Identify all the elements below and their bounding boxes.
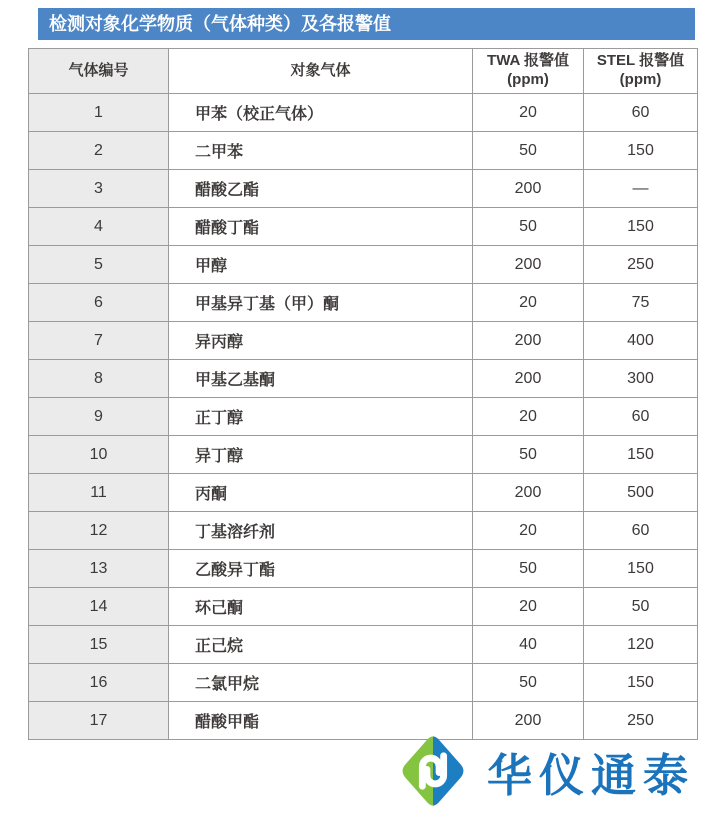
cell-gas: 正丁醇 — [169, 398, 473, 436]
cell-gas: 二甲苯 — [169, 132, 473, 170]
cell-index: 6 — [29, 284, 169, 322]
gas-alarm-table — [28, 48, 698, 740]
cell-index: 2 — [29, 132, 169, 170]
cell-index: 16 — [29, 664, 169, 702]
table-row — [29, 664, 698, 702]
cell-gas: 醋酸甲酯 — [169, 702, 473, 740]
cell-stel: 75 — [584, 284, 698, 322]
cell-index: 17 — [29, 702, 169, 740]
cell-index: 11 — [29, 474, 169, 512]
cell-gas: 甲基异丁基（甲）酮 — [169, 284, 473, 322]
cell-stel: 150 — [584, 550, 698, 588]
cell-stel: 250 — [584, 246, 698, 284]
cell-index: 5 — [29, 246, 169, 284]
table-row — [29, 398, 698, 436]
cell-twa: 40 — [473, 626, 584, 664]
table-row — [29, 474, 698, 512]
column-header-stel-alarm — [584, 49, 698, 94]
cell-stel: 300 — [584, 360, 698, 398]
column-header-unit: (ppm) — [619, 71, 662, 88]
cell-twa: 200 — [473, 474, 584, 512]
company-logo — [395, 728, 695, 814]
cell-gas: 正己烷 — [169, 626, 473, 664]
cell-twa: 200 — [473, 360, 584, 398]
table-row — [29, 246, 698, 284]
table-row — [29, 550, 698, 588]
table-row — [29, 94, 698, 132]
cell-twa: 20 — [473, 398, 584, 436]
cell-twa: 200 — [473, 322, 584, 360]
cell-twa: 20 — [473, 588, 584, 626]
table-body — [29, 94, 698, 740]
table-row — [29, 132, 698, 170]
page-title: 检测对象化学物质（气体种类）及各报警值 — [38, 8, 695, 40]
cell-index: 4 — [29, 208, 169, 246]
cell-gas: 环己酮 — [169, 588, 473, 626]
cell-index: 7 — [29, 322, 169, 360]
cell-gas: 醋酸丁酯 — [169, 208, 473, 246]
cell-twa: 20 — [473, 284, 584, 322]
column-header-gas-number — [29, 49, 169, 94]
cell-twa: 200 — [473, 702, 584, 740]
cell-stel: 60 — [584, 512, 698, 550]
cell-stel: 400 — [584, 322, 698, 360]
cell-twa: 20 — [473, 94, 584, 132]
table-row — [29, 588, 698, 626]
cell-stel: 120 — [584, 626, 698, 664]
cell-index: 13 — [29, 550, 169, 588]
table-row — [29, 512, 698, 550]
table-row — [29, 360, 698, 398]
column-header-twa-alarm — [473, 49, 584, 94]
cell-twa: 50 — [473, 550, 584, 588]
cell-gas: 乙酸异丁酯 — [169, 550, 473, 588]
cell-twa: 200 — [473, 246, 584, 284]
cell-twa: 50 — [473, 132, 584, 170]
cell-stel: — — [584, 170, 698, 208]
column-header-label: 气体编号 — [68, 61, 129, 79]
cell-gas: 甲苯（校正气体） — [169, 94, 473, 132]
cell-stel: 150 — [584, 132, 698, 170]
cell-stel: 500 — [584, 474, 698, 512]
cell-twa: 20 — [473, 512, 584, 550]
cell-gas: 丙酮 — [169, 474, 473, 512]
cell-stel: 50 — [584, 588, 698, 626]
logo-text: 华仪通泰 — [487, 750, 696, 801]
column-header-label: TWA 报警值 — [487, 52, 569, 70]
cell-twa: 50 — [473, 664, 584, 702]
cell-gas: 醋酸乙酯 — [169, 170, 473, 208]
cell-gas: 丁基溶纤剂 — [169, 512, 473, 550]
cell-stel: 60 — [584, 94, 698, 132]
column-header-target-gas — [169, 49, 473, 94]
cell-gas: 二氯甲烷 — [169, 664, 473, 702]
cell-index: 12 — [29, 512, 169, 550]
table-header — [29, 49, 698, 94]
cell-index: 9 — [29, 398, 169, 436]
column-header-label: 对象气体 — [290, 61, 351, 79]
table-row — [29, 284, 698, 322]
cell-gas: 甲醇 — [169, 246, 473, 284]
cell-stel: 150 — [584, 664, 698, 702]
cell-gas: 甲基乙基酮 — [169, 360, 473, 398]
cell-index: 15 — [29, 626, 169, 664]
cell-index: 14 — [29, 588, 169, 626]
header-row — [29, 49, 698, 94]
cell-index: 10 — [29, 436, 169, 474]
column-header-label: STEL 报警值 — [596, 52, 685, 70]
cell-gas: 异丙醇 — [169, 322, 473, 360]
cell-twa: 50 — [473, 208, 584, 246]
column-header-unit: (ppm) — [507, 71, 549, 88]
table-row — [29, 208, 698, 246]
cell-stel: 150 — [584, 436, 698, 474]
cell-index: 1 — [29, 94, 169, 132]
table-row — [29, 626, 698, 664]
table-row — [29, 322, 698, 360]
cell-gas: 异丁醇 — [169, 436, 473, 474]
cell-stel: 60 — [584, 398, 698, 436]
cell-index: 8 — [29, 360, 169, 398]
cell-index: 3 — [29, 170, 169, 208]
cell-stel: 250 — [584, 702, 698, 740]
cell-twa: 50 — [473, 436, 584, 474]
cell-stel: 150 — [584, 208, 698, 246]
cell-twa: 200 — [473, 170, 584, 208]
table-row — [29, 436, 698, 474]
table-row — [29, 170, 698, 208]
diamond-h-logo-icon — [395, 728, 471, 814]
